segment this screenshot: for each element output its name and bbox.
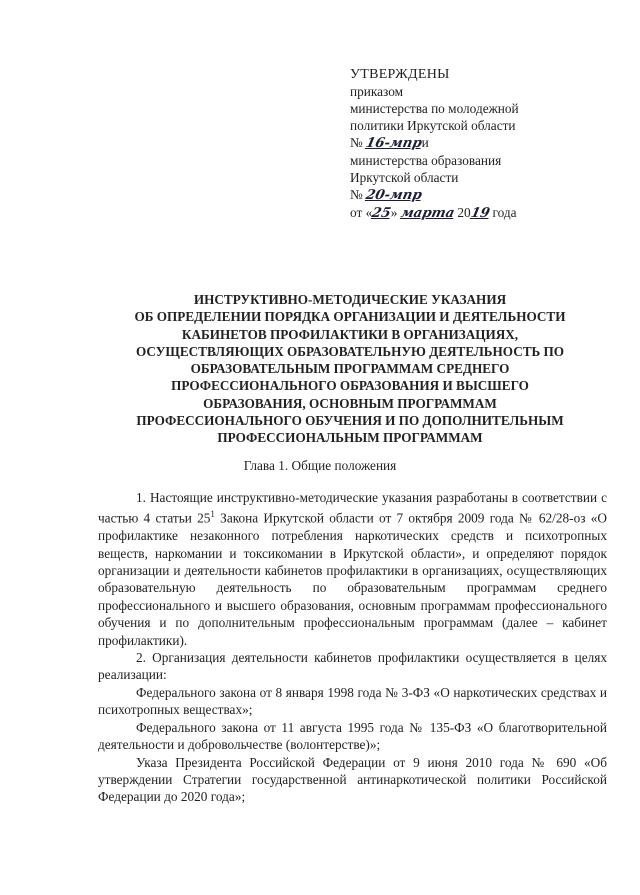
approval-number-line-1: [350, 134, 519, 152]
approval-block: [350, 66, 519, 222]
title-line: ОБРАЗОВАНИЯ, ОСНОВНЫМ ПРОГРАММАМ: [203, 395, 497, 411]
document-body: [98, 489, 607, 806]
approval-line: министерства образования: [350, 153, 502, 168]
paragraph-text: 1. Настоящие инструктивно-методические указания разработаны в соответствии с частью 4 статьи 25: [98, 490, 607, 526]
title-line: ПРОФЕССИОНАЛЬНОГО ОБРАЗОВАНИЯ И ВЫСШЕГО: [171, 378, 529, 394]
title-line: ОБ ОПРЕДЕЛЕНИИ ПОРЯДКА ОРГАНИЗАЦИИ И ДЕЯТЕЛЬНОСТИ: [134, 309, 566, 325]
approval-line: политики Иркутской области: [350, 118, 516, 133]
title-line: КАБИНЕТОВ ПРОФИЛАКТИКИ В ОРГАНИЗАЦИЯХ,: [181, 326, 519, 342]
number-sign: №: [350, 187, 363, 202]
handwritten-year: 19: [469, 206, 491, 221]
year-word: года: [492, 205, 517, 220]
title-line: ПРОФЕССИОНАЛЬНОГО ОБУЧЕНИЯ И ПО ДОПОЛНИТЕЛЬНЫМ: [136, 413, 564, 429]
superscript: 1: [210, 509, 215, 520]
approval-heading: УТВЕРЖДЕНЫ: [350, 67, 450, 82]
chapter-heading: Глава 1. Общие положения: [243, 458, 397, 473]
approval-line: Иркутской области: [350, 170, 459, 185]
approval-line: министерства по молодежной: [350, 101, 519, 116]
paragraph-1: [98, 489, 607, 649]
handwritten-order-number: 16-мпр: [364, 136, 424, 151]
title-line: ОБРАЗОВАТЕЛЬНЫМ ПРОГРАММАМ СРЕДНЕГО: [190, 361, 510, 377]
paragraph-5: Указа Президента Российской Федерации от 9 июня 2010 года № 690 «Об утверждении Стратегии государственной антинаркотической политики Российской Федерации до 2020 года»;: [98, 754, 607, 805]
conjunction: и: [421, 135, 429, 150]
paragraph-text: Закона Иркутской области от 7 октября 2009 года № 62/28-оз «О профилактике незаконного потребления наркотических средств и психотропных веществ, наркомании и токсикомании в Иркутской области», и определяют порядок организации и деятельности кабинетов профилактики в организациях, осуществляющих образовательную деятельность по образовательным программам среднего профессионального и высшего образования, основным программам профессионального обучения и по дополнительным профессиональным программам (далее – кабинет профилактики).: [98, 510, 607, 648]
number-sign: №: [350, 135, 363, 150]
handwritten-order-number: 20-мпр: [364, 188, 424, 203]
approval-line: приказом: [350, 84, 404, 99]
date-prefix: от «: [350, 205, 373, 220]
paragraph-4: Федерального закона от 11 августа 1995 года № 135-ФЗ «О благотворительной деятельности и добровольчестве (волонтерстве)»;: [98, 719, 607, 753]
title-line: ИНСТРУКТИВНО-МЕТОДИЧЕСКИЕ УКАЗАНИЯ: [193, 292, 507, 307]
title-line: ОСУЩЕСТВЛЯЮЩИХ ОБРАЗОВАТЕЛЬНУЮ ДЕЯТЕЛЬНОСТЬ ПО: [135, 343, 565, 359]
handwritten-day: 25: [370, 206, 393, 221]
paragraph-2: 2. Организация деятельности кабинетов профилактики осуществляется в целях реализации:: [98, 650, 607, 683]
handwritten-month: марта: [399, 206, 456, 221]
year-prefix: 20: [457, 205, 471, 220]
document-title: [100, 291, 600, 447]
approval-date-line: [350, 204, 519, 222]
paragraph-3: Федерального закона от 8 января 1998 года № 3-ФЗ «О наркотических средствах и психотропных веществах»;: [98, 684, 607, 718]
title-line: ПРОФЕССИОНАЛЬНЫМ ПРОГРАММАМ: [217, 430, 483, 446]
approval-number-line-2: [350, 186, 519, 204]
date-quote: »: [390, 205, 398, 220]
